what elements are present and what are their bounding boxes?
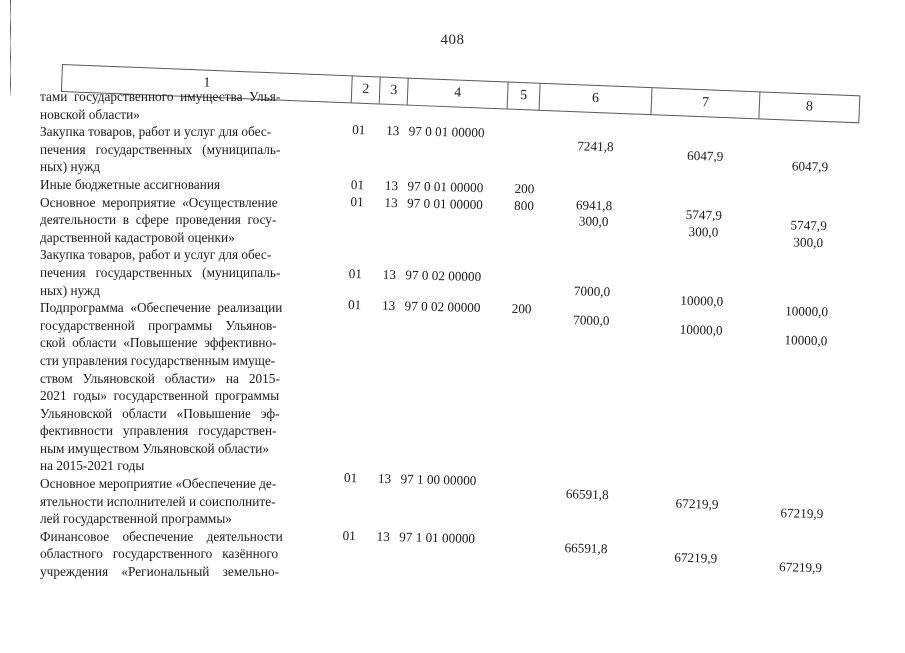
value-column-8: 67219,9 bbox=[780, 505, 824, 522]
value-column-8: 300,0 bbox=[793, 234, 824, 251]
table-header-cell-7: 7 bbox=[650, 87, 759, 119]
row-text-line: Основное мероприятие «Обеспечение де- bbox=[40, 476, 277, 492]
expense-type-code: 200 bbox=[514, 180, 535, 197]
table-header-cell-8: 8 bbox=[758, 91, 860, 123]
table-header-cell-5: 5 bbox=[507, 82, 540, 111]
row-text-line: ным имуществом Ульяновской области» bbox=[40, 440, 270, 456]
value-column-6: 7241,8 bbox=[577, 138, 614, 155]
value-column-8: 5747,9 bbox=[790, 217, 827, 234]
expense-type-code bbox=[503, 474, 533, 475]
row-text-line: фективности управления государствен- bbox=[40, 423, 277, 439]
row-text-line: лей государственной программы» bbox=[40, 511, 232, 527]
value-column-7: 67219,9 bbox=[675, 495, 719, 512]
row-text-line: Закупка товаров, работ и услуг для обес- bbox=[40, 124, 272, 140]
target-program-code: 97 1 00 00000 bbox=[400, 471, 477, 489]
value-column-7: 10000,0 bbox=[679, 321, 723, 338]
row-text-line: 2021 годы» государственной программы bbox=[40, 388, 280, 404]
value-column-8: 67219,9 bbox=[778, 559, 823, 576]
subsection-code: 13 bbox=[376, 528, 390, 545]
expense-type-code: 200 bbox=[511, 300, 532, 317]
row-text-line: деятельности в сфере проведения госу- bbox=[40, 212, 277, 228]
expense-type-code bbox=[501, 532, 531, 533]
row-text-line: Иные бюджетные ассигнования bbox=[40, 176, 221, 192]
table-header-cell-3: 3 bbox=[379, 76, 408, 105]
row-text-line: тами государственного имущества Улья- bbox=[40, 89, 281, 104]
value-column-7: 300,0 bbox=[688, 223, 719, 240]
expense-type-code bbox=[511, 126, 541, 127]
razdel-code: 01 bbox=[343, 469, 358, 486]
row-text-line: Ульяновской области «Повышение эф- bbox=[40, 405, 280, 421]
table-header-cell-2: 2 bbox=[351, 75, 380, 104]
razdel-code: 01 bbox=[350, 193, 364, 210]
value-column-7: 10000,0 bbox=[680, 292, 724, 309]
row-text-line: учреждения «Региональный земельно- bbox=[40, 564, 280, 580]
razdel-code: 01 bbox=[348, 265, 363, 282]
row-text-line: дарственной кадастровой оценки» bbox=[40, 229, 235, 245]
row-text-line: ской области «Повышение эффективно- bbox=[40, 335, 277, 351]
value-column-6: 66591,8 bbox=[564, 540, 608, 557]
row-text-line: сти управления государственным имуще- bbox=[40, 352, 276, 368]
row-text-line: печения государственных (муниципаль- bbox=[40, 141, 281, 157]
target-program-code: 97 1 01 00000 bbox=[399, 529, 476, 547]
subsection-code: 13 bbox=[382, 266, 397, 283]
value-column-8: 6047,9 bbox=[791, 158, 829, 175]
value-column-6: 300,0 bbox=[578, 213, 609, 230]
value-column-6: 6941,8 bbox=[575, 197, 613, 214]
table-header-cell-6: 6 bbox=[539, 83, 652, 115]
row-text-line: областного государственного казённого bbox=[40, 546, 279, 562]
target-program-code: 97 0 01 00000 bbox=[408, 123, 485, 141]
subsection-code: 13 bbox=[384, 177, 399, 194]
target-program-code: 97 0 02 00000 bbox=[405, 267, 482, 285]
value-column-8: 10000,0 bbox=[785, 303, 829, 320]
razdel-code: 01 bbox=[342, 527, 356, 544]
razdel-code: 01 bbox=[350, 176, 365, 193]
table-header-cell-4: 4 bbox=[407, 78, 508, 110]
table-header-cell-1: 1 bbox=[61, 64, 352, 103]
row-text-line: ством Ульяновской области» на 2015- bbox=[40, 370, 280, 386]
table-row-codes bbox=[0, 289, 901, 327]
row-text-line: ятельности исполнителей и соисполните- bbox=[40, 493, 276, 509]
razdel-code: 01 bbox=[347, 296, 362, 313]
row-text-line: ных) нужд bbox=[40, 159, 100, 175]
value-column-6: 7000,0 bbox=[573, 312, 610, 329]
page-number: 408 bbox=[440, 32, 465, 48]
subsection-code: 13 bbox=[385, 122, 400, 139]
row-text-line: государственной программы Ульянов- bbox=[40, 317, 277, 333]
value-column-8: 10000,0 bbox=[784, 332, 828, 349]
subsection-code: 13 bbox=[381, 297, 396, 314]
row-text-line: Основное мероприятие «Осуществление bbox=[40, 194, 278, 210]
value-column-7: 6047,9 bbox=[686, 147, 724, 164]
row-text-line: ных) нужд bbox=[40, 282, 100, 298]
expense-type-code: 800 bbox=[513, 197, 535, 214]
table-row-codes bbox=[0, 520, 895, 558]
row-text-line: новской области» bbox=[40, 106, 140, 122]
value-column-6: 66591,8 bbox=[565, 486, 609, 503]
row-text-line: Закупка товаров, работ и услуг для обес- bbox=[40, 247, 272, 263]
table-row-codes bbox=[0, 258, 901, 296]
value-column-7: 67219,9 bbox=[674, 549, 718, 566]
row-text-line: Подпрограмма «Обеспечение реализации bbox=[40, 300, 283, 316]
value-column-7: 5747,9 bbox=[685, 206, 723, 223]
table-row-codes bbox=[0, 462, 897, 500]
target-program-code: 97 0 02 00000 bbox=[404, 298, 481, 316]
row-text-line: печения государственных (муниципаль- bbox=[40, 264, 281, 280]
expense-type-code bbox=[508, 270, 538, 271]
razdel-code: 01 bbox=[352, 122, 366, 138]
row-text-line: на 2015-2021 годы bbox=[40, 458, 145, 474]
table-row-codes bbox=[0, 114, 905, 152]
subsection-code: 13 bbox=[384, 194, 398, 211]
target-program-code: 97 0 01 00000 bbox=[406, 195, 484, 213]
target-program-code: 97 0 01 00000 bbox=[407, 178, 484, 196]
value-column-6: 7000,0 bbox=[573, 283, 611, 300]
row-text-line: Финансовое обеспечение деятельности bbox=[40, 528, 283, 544]
subsection-code: 13 bbox=[377, 470, 392, 487]
